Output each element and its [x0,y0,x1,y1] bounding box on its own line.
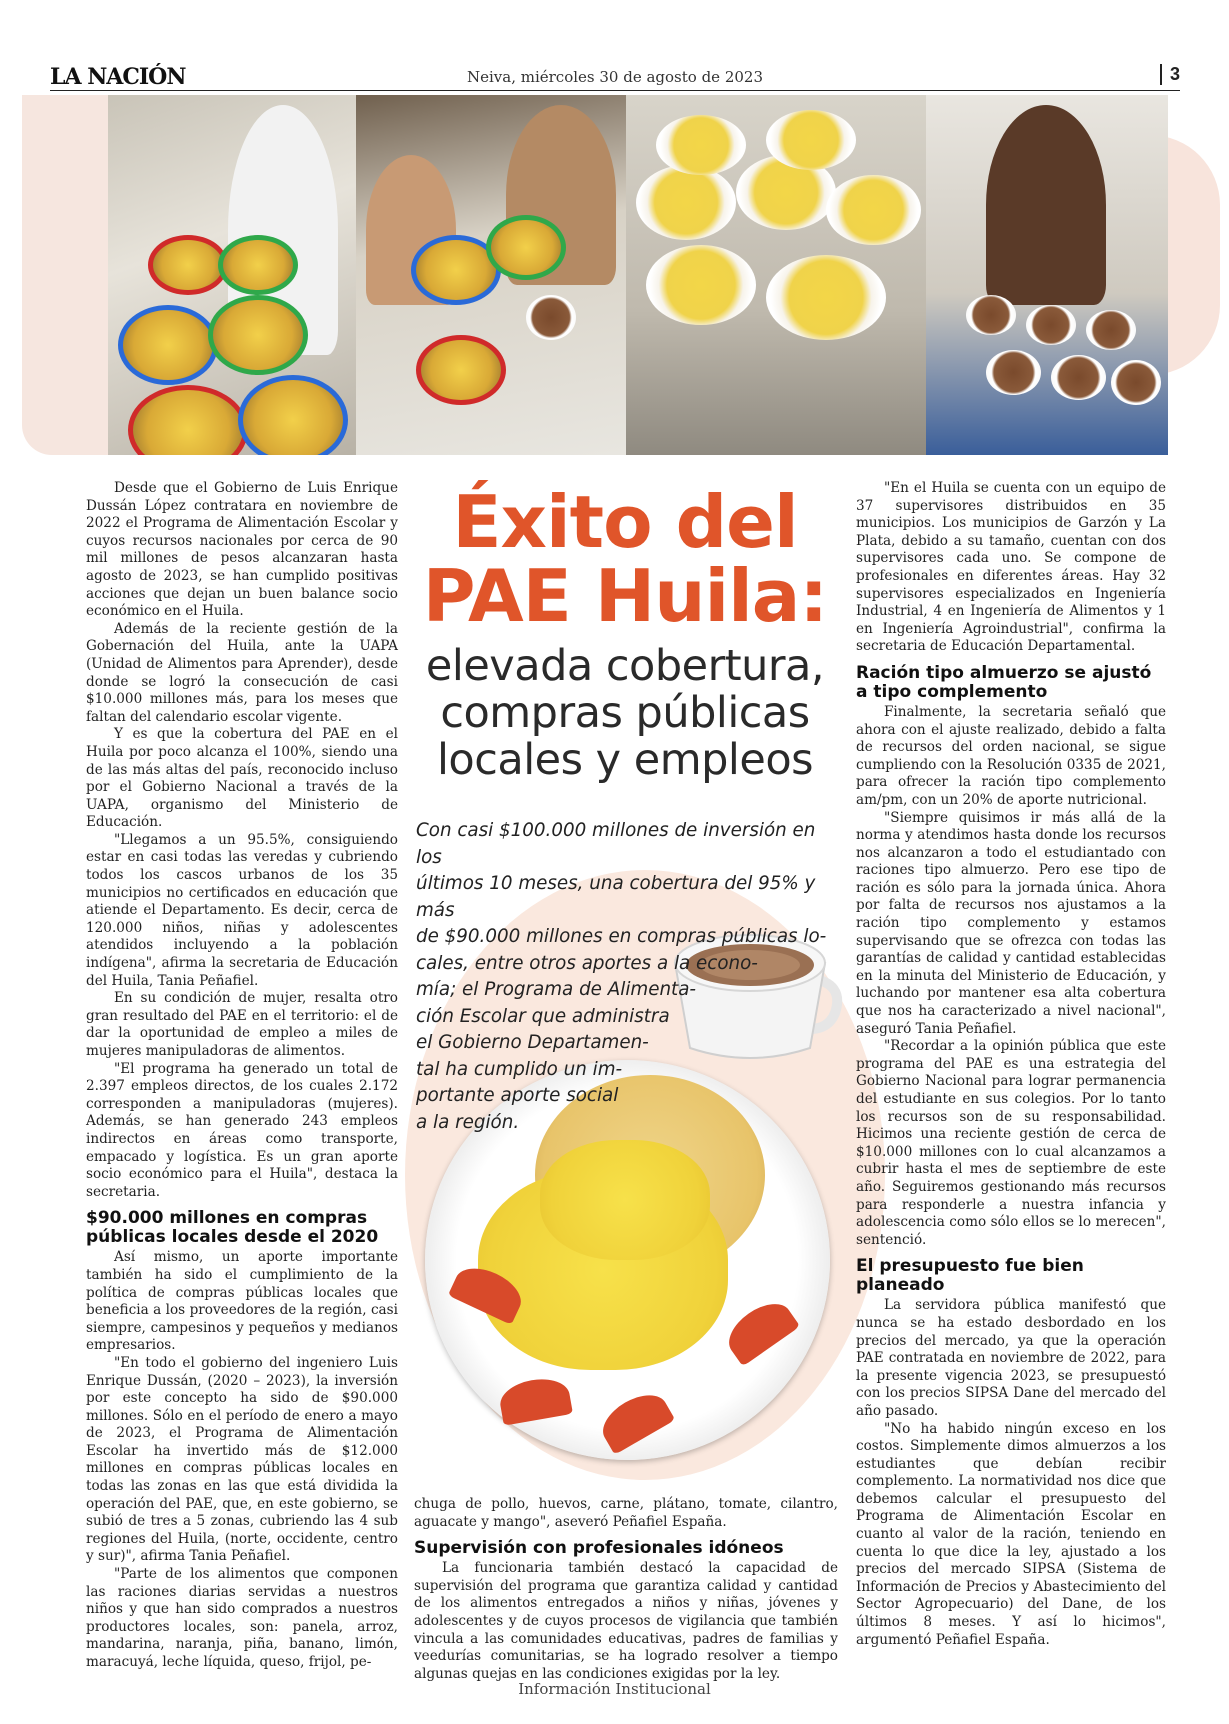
subheading: Ración tipo almuerzo se ajustó a tipo complemento [856,662,1152,702]
plate [656,115,746,175]
plate [766,110,856,170]
cup [526,295,576,340]
headline-main-line2: PAE Huila: [422,554,828,638]
bowl [218,235,298,295]
dek-line: a la región. [416,1111,520,1133]
dateline: Neiva, miércoles 30 de agosto de 2023 [466,68,763,86]
bowl [486,215,566,280]
paragraph: "No ha habido ningún exceso en los costos. Simplemente dimos almuerzos a los estudiantes que debían recibir complemento. La normatividad nos dice que debemos calcular el presupuesto del Programa de Alimentación Escolar en cuanto al valor de la ración, teniendo en cuenta lo que dice la ley, ajustado a los precios del mercado SIPSA (Sistema de Información de Precios y Abastecimiento del Sector Agropecuario) del Dane, de los últimos 8 meses. Y así lo hicimos", argumentó Peñafiel España. [856,1420,1166,1648]
cup [986,350,1041,395]
newspaper-logo: LA NACIÓN [50,64,186,90]
bowl [416,335,506,405]
headline-sub-line3: locales y empleos [436,735,814,785]
subheading: Supervisión con profesionales idóneos [414,1538,784,1559]
page-number: 3 [1160,64,1180,85]
photo-student-cups [926,95,1168,455]
cup [1111,360,1161,405]
dek-line: portante aporte social [416,1085,619,1106]
headline-sub-line2: compras públicas [440,688,810,738]
cup [966,295,1016,335]
paragraph: Y es que la cobertura del PAE en el Huila por poco alcanza el 100%, siendo una de las más altas del país, reconocido incluso por el Gobierno Nacional a través de la UAPA, organismo del Ministerio de Educación. [86,726,398,831]
bowl [148,235,228,295]
decorative-shape-left [22,95,117,455]
subheading: El presupuesto fue bien planeado [856,1256,1084,1296]
headline-sub-line1: elevada cobertura, [425,641,825,691]
paragraph: "En todo el gobierno del ingeniero Luis Enrique Dussán, (2020 – 2023), la inversión por este concepto ha sido de $90.000 millones. Sólo en el período de enero a mayo de 2023, el Programa de Alimentación Escolar ha invertido más de $12.000 millones en compras públicas locales en todas las zonas en las que está dividida la operación del PAE, que, en este gobierno, se subió de tres a 5 zonas, cubriendo las 4 sub regiones del Huila, (norte, occidente, centro y sur)", afirma Tania Peñafiel. [86,1354,398,1565]
photo-children-eating [356,95,626,455]
subheading: $90.000 millones en compras públicas locales desde el 2020 [86,1208,379,1248]
bowl [118,305,218,385]
photo-strip [108,95,1168,455]
page-footer: Información Institucional [518,1680,711,1698]
article-column-2 [414,1496,838,1683]
bowl [238,375,348,455]
plate [646,245,756,325]
dek-line: el Gobierno Departamen- [416,1032,649,1053]
masthead [50,64,1180,91]
paragraph: chuga de pollo, huevos, carne, plátano, tomate, cilantro, aguacate y mango", aseveró Peñafiel España. [414,1496,838,1530]
plate [766,255,886,340]
plate [826,175,921,245]
student-figure [986,105,1106,305]
paragraph: "En el Huila se cuenta con un equipo de 37 supervisores distribuidos en 35 municipios. Los municipios de Garzón y La Plata, debido a su tamaño, cuentan con dos supervisores cada uno. Se compone de profesionales en diferentes áreas. Hay 32 supervisores especializados en Ingeniería Industrial, 4 en Ingeniería de Alimentos y 1 en Ingeniería Agroindustrial", confirma la secretaria de Educación Departamental. [856,480,1166,655]
paragraph: La servidora pública manifestó que nunca se ha estado desbordado en los precios del mercado, ya que la operación PAE contratada en noviembre de 2022, para la presente vigencia 2023, se presupuestó con los precios SIPSA Dane del mercado del año pasado. [856,1297,1166,1419]
dek-line: mía; el Programa de Alimenta- [416,979,697,1000]
bowl [208,295,308,375]
paragraph: "Llegamos a un 95.5%, consiguiendo estar en casi todas las veredas y cubriendo todos los cascos urbanos de los 35 municipios no certificados en educación que atiende el Departamento. Es decir, cerca de 120.000 niños, niñas y adolescentes atendidos incluyendo a la población indígena", afirma la secretaria de Educación del Huila, Tania Peñafiel. [86,831,398,989]
cup [1086,310,1136,350]
paragraph: "Recordar a la opinión pública que este programa del PAE es una estrategia del Gobierno Nacional para lograr permanencia del estudiante en sus colegios. Por lo tanto los recursos son de su responsabilidad. Hicimos una reciente gestión de cerca de $10.000 millones con lo cual alcanzamos a cubrir hasta el mes de septiembre de este año. Seguiremos gestionando más recursos para responderle a nuestra infancia y adolescencia como sólo ellos se lo merecen", sentenció. [856,1038,1166,1248]
dek-line: tal ha cumplido un im- [416,1058,623,1080]
photo-plates-eggs [626,95,926,455]
headline-main-line1: Éxito del [452,480,798,564]
article-column-1 [86,480,398,1672]
paragraph: "Parte de los alimentos que componen las raciones diarias servidas a nuestros niños y que han sido comprados a nuestros productores locales, son: panela, arroz, mandarina, naranja, piña, banano, limón, maracuyá, leche líquida, queso, frijol, pe- [86,1566,398,1670]
dek-line: de $90.000 millones en compras públicas lo- [416,926,827,947]
paragraph: Desde que el Gobierno de Luis Enrique Dussán López contratara en noviembre de 2022 el Programa de Alimentación Escolar y cuyos recursos nacionales por cerca de 90 mil millones de pesos alcanzaran hasta agosto de 2023, se han cumplido positivas acciones que dejan un buen balance socio económico en el Huila. [86,480,398,620]
cup [1026,305,1076,345]
headline-block [410,480,840,785]
paragraph: Además de la reciente gestión de la Gobernación del Huila, ante la UAPA (Unidad de Alimentos para Aprender), desde donde se logró la consecución de casi $10.000 millones más, para los meses que faltan del calendario escolar vigente. [86,620,398,725]
scrambled-eggs-image [540,1140,710,1260]
article-dek [416,818,836,1136]
paragraph: Así mismo, un aporte importante también ha sido el cumplimiento de la política de compras públicas locales que beneficia a los proveedores de la región, casi siempre, campesinos y pequeños y medianos empresarios. [86,1249,398,1354]
paragraph: La funcionaria también destacó la capacidad de supervisión del programa que garantiza calidad y cantidad de los alimentos entregados a niños y niñas, jóvenes y adolescentes y de cuyos procesos de vigilancia que también vincula a las comunidades educativas, padres de familias y veedurías comunitarias, se ha logrado resolver a tiempo algunas quejas en las condiciones exigidas por la ley. [414,1560,838,1682]
bowl [128,385,248,455]
headline-sub [410,643,840,784]
dek-line: últimos 10 meses, una cobertura del 95% y más [416,873,816,921]
cup [1051,355,1106,400]
plate [636,165,736,240]
article-column-3 [856,480,1166,1649]
dek-line: Con casi $100.000 millones de inversión en los [416,820,816,868]
paragraph: "El programa ha generado un total de 2.397 empleos directos, de los cuales 2.172 corresponden a manipuladoras (mujeres). Además, se han generado 243 empleos indirectos en áreas como transporte, empacado y logística. Es un gran aporte socio económico para el Huila", destaca la secretaria. [86,1060,398,1200]
dek-line: cales, entre otros aportes a la econo- [416,952,758,974]
photo-food-bowls [108,95,356,455]
paragraph: Finalmente, la secretaria señaló que ahora con el ajuste realizado, debido a falta de recursos del orden nacional, se sigue cumpliendo con la Resolución 0335 de 2021, para ofrecer la ración tipo complemento am/pm, con un 20% de aporte nutricional. [856,703,1166,808]
dek-line: ción Escolar que administra [416,1005,670,1027]
paragraph: "Siempre quisimos ir más allá de la norma y atendimos hasta donde los recursos nos alcanzaron a todo el estudiantado con raciones tipo almuerzo. Pero ese tipo de ración es sólo para la jornada única. Ahora por falta de recursos nos ajustamos a la ración tipo complemento y estamos supervisando que se ofrezca con todas las garantías de calidad y cantidad establecidas en la minuta del Ministerio de Educación, y luchando por mantener esa alta cobertura que nos ha caracterizado a nivel nacional", aseguró Tania Peñafiel. [856,809,1166,1037]
paragraph: En su condición de mujer, resalta otro gran resultado del PAE en el territorio: el de dar la oportunidad de empleo a miles de mujeres manipuladoras de alimentos. [86,990,398,1059]
